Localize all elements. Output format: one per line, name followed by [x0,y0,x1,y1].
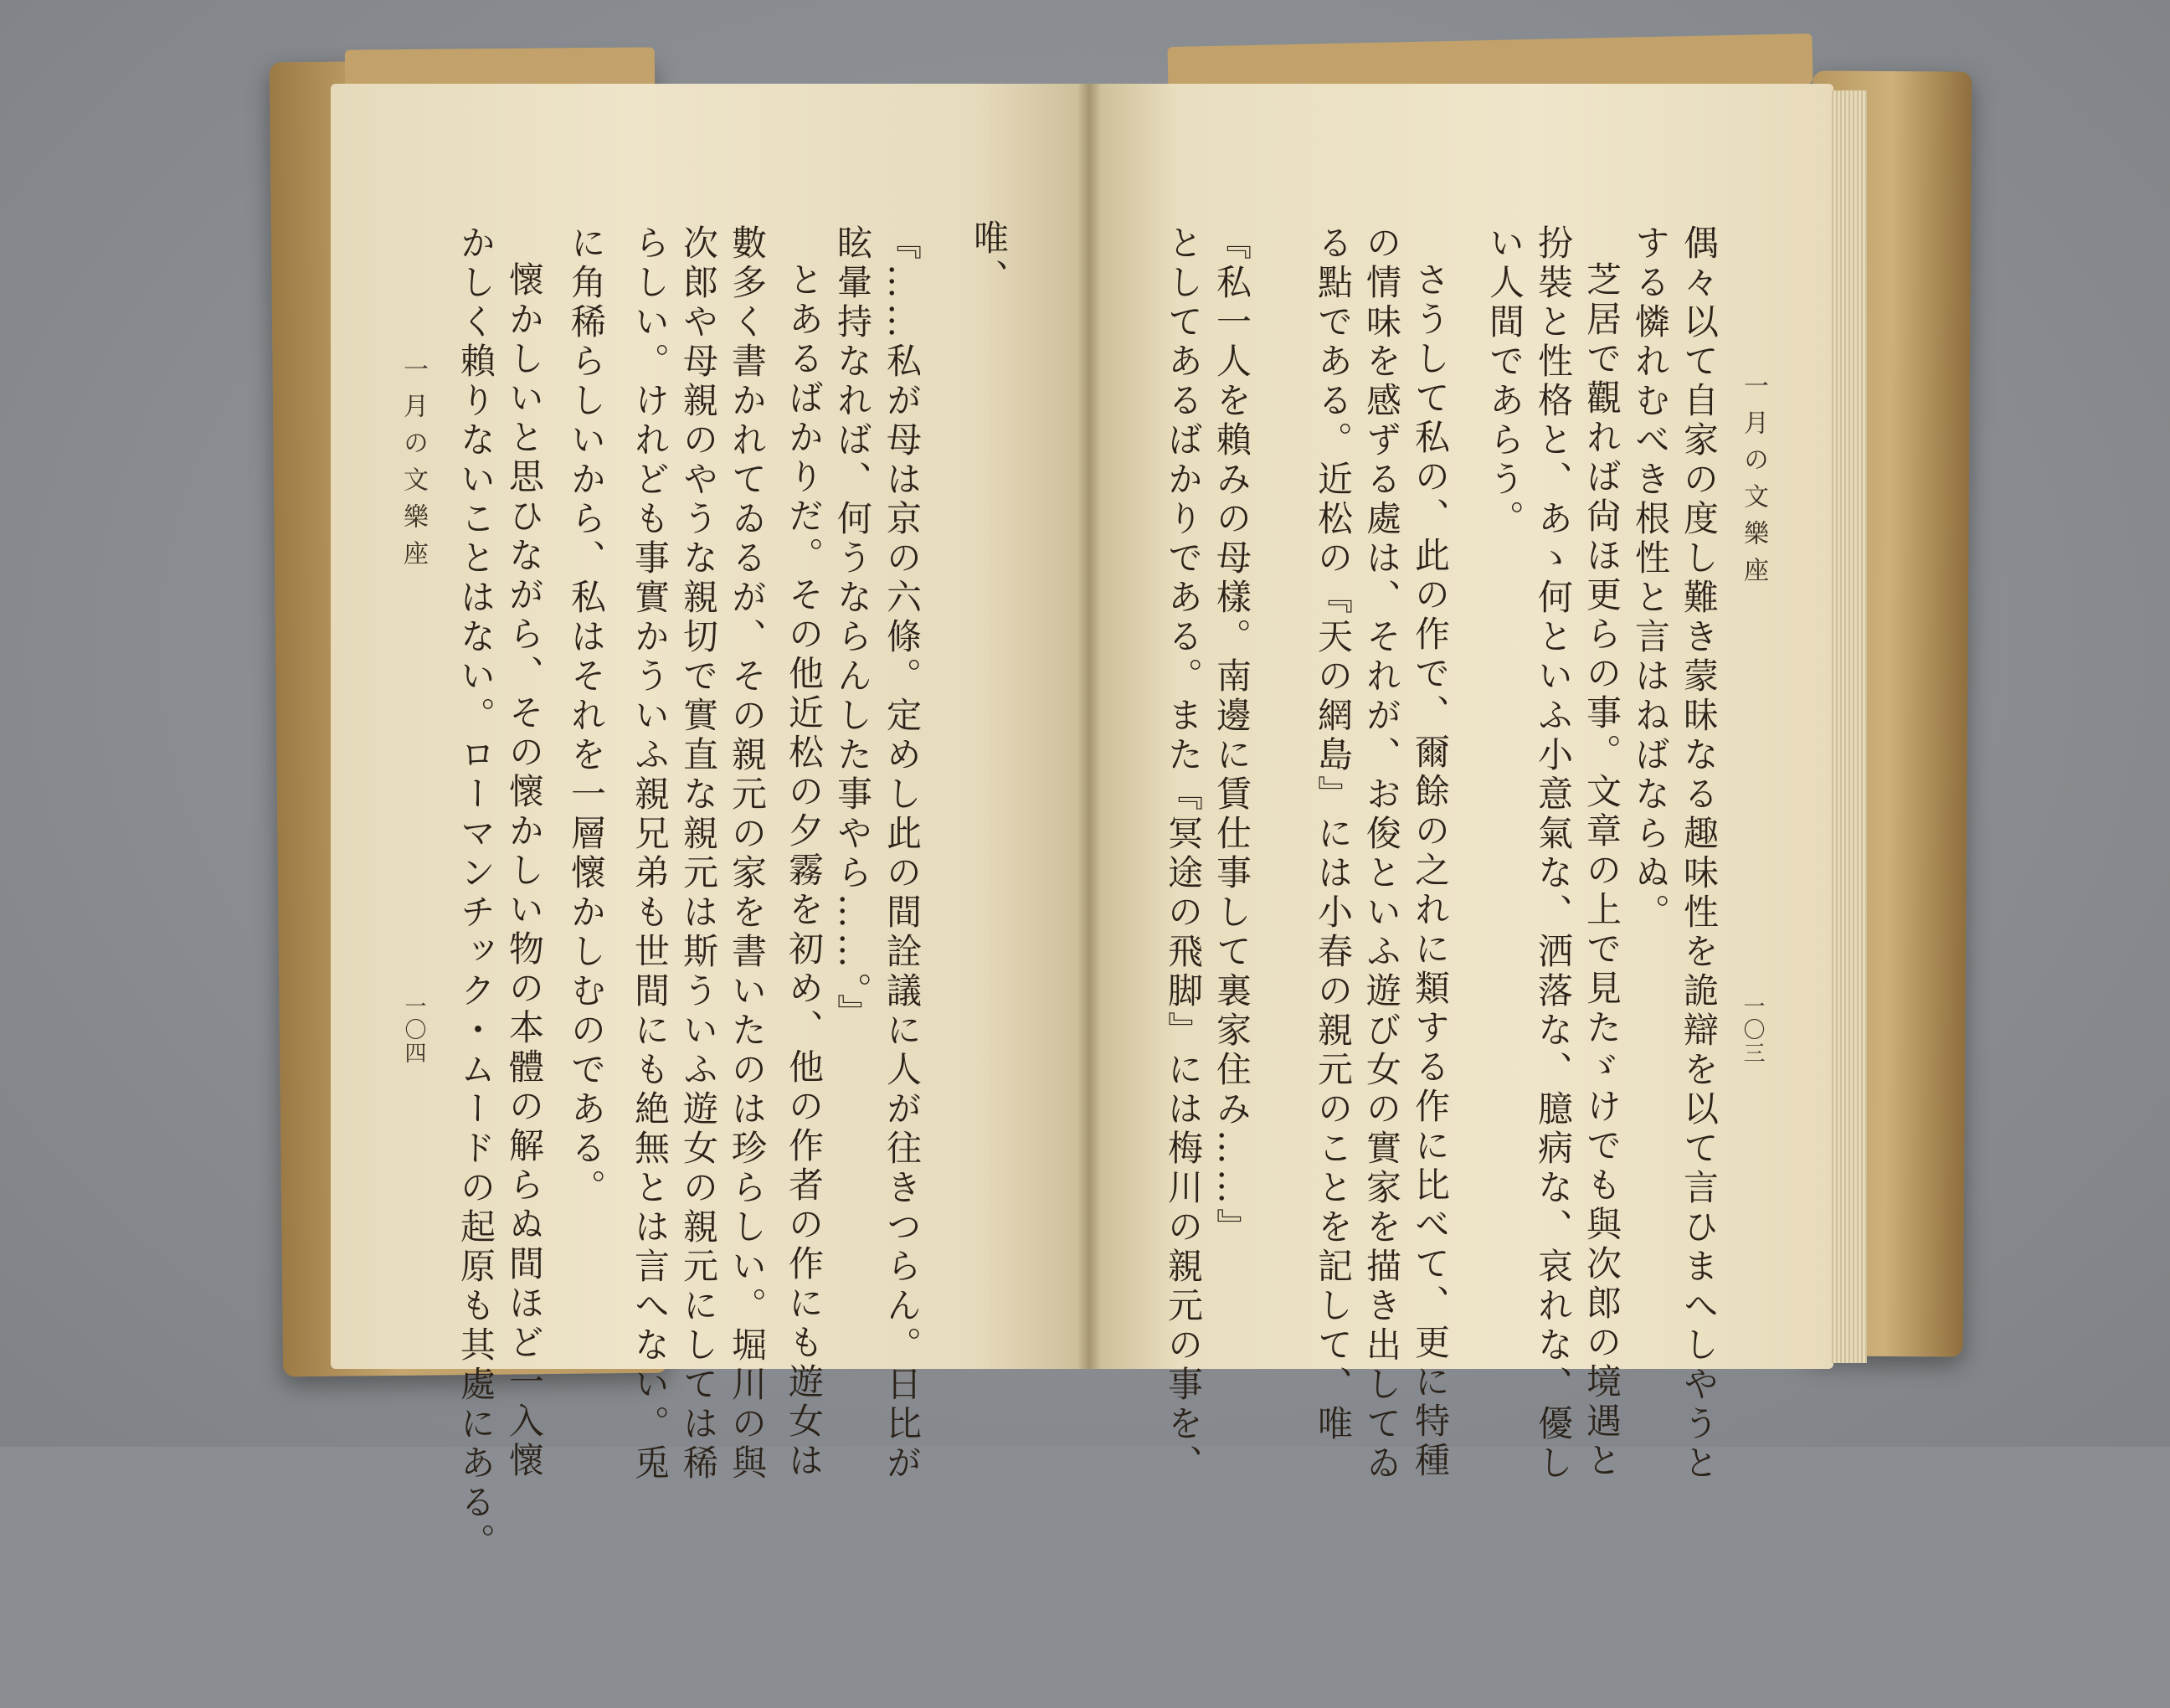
left-line-7: らしい。けれども事實かういふ親兄弟も世間にも絶無とは言へない。兎 [630,224,671,1484]
book-spread [331,84,1854,1390]
right-line-7: の情味を感ずる處は、それが、お俊といふ遊び女の實家を描き出してゐ [1361,224,1402,1484]
left-line-4: とあるばかりだ。その他近松の夕霧を初め、他の作者の作にも遊女は [784,261,825,1481]
gutter-shadow [1077,84,1101,1369]
right-line-6: さうして私の、此の作で、爾餘の之れに類する作に比べて、更に特種 [1410,261,1451,1481]
right-running-head: 一月の文樂座 [1739,373,1768,594]
page-edges [1829,90,1867,1363]
left-line-2: 『……私が母は京の六條。定めし此の間詮議に人が往きつらん。日比が [882,224,923,1484]
left-line-5: 數多く書かれてゐるが、その親元の家を書いたのは珍らしい。堀川の與 [727,224,768,1484]
right-line-4: 扮裝と性格と、あゝ何といふ小意氣な、洒落な、臆病な、哀れな、優し [1533,224,1574,1484]
right-line-2: する憐れむべき根性と言はねばならぬ。 [1630,224,1671,933]
left-line-3: 眩暈持なれば、何うならんした事やら……。』 [832,224,873,1033]
left-running-head: 一月の文樂座 [399,356,428,577]
right-line-9: 『私一人を賴みの母樣。南邊に賃仕事して裏家住み……』 [1211,224,1252,1248]
left-line-8: に角稀らしいから、私はそれを一層懷かしむのである。 [566,224,607,1208]
left-line-1: 唯、 [969,219,1010,298]
right-line-1: 偶々以て自家の度し難き蒙昧なる趣味性を詭辯を以て言ひまへしやうと [1679,224,1720,1484]
left-page-number: 一〇四 [401,995,426,1065]
right-line-10: としてあるばかりである。また『冥途の飛脚』には梅川の親元の事を、 [1163,224,1204,1484]
right-line-3: 芝居で觀れば尙ほ更らの事。文章の上で見たゞけでも與次郎の境遇と [1581,261,1622,1481]
right-line-5: い人間であらう。 [1484,224,1525,539]
left-line-9: 懷かしいと思ひながら、その懷かしい物の本體の解らぬ間ほど一入懷 [504,261,545,1481]
left-line-10: かしく賴りないことはない。ローマンチック・ムードの起原も其處にある。 [455,224,496,1562]
left-line-6: 次郎や母親のやうな親切で實直な親元は斯ういふ遊女の親元にしては稀 [678,224,719,1484]
right-page-number: 一〇三 [1740,995,1765,1065]
right-line-8: る點である。近松の『天の網島』には小春の親元のことを記して、唯 [1313,224,1354,1444]
